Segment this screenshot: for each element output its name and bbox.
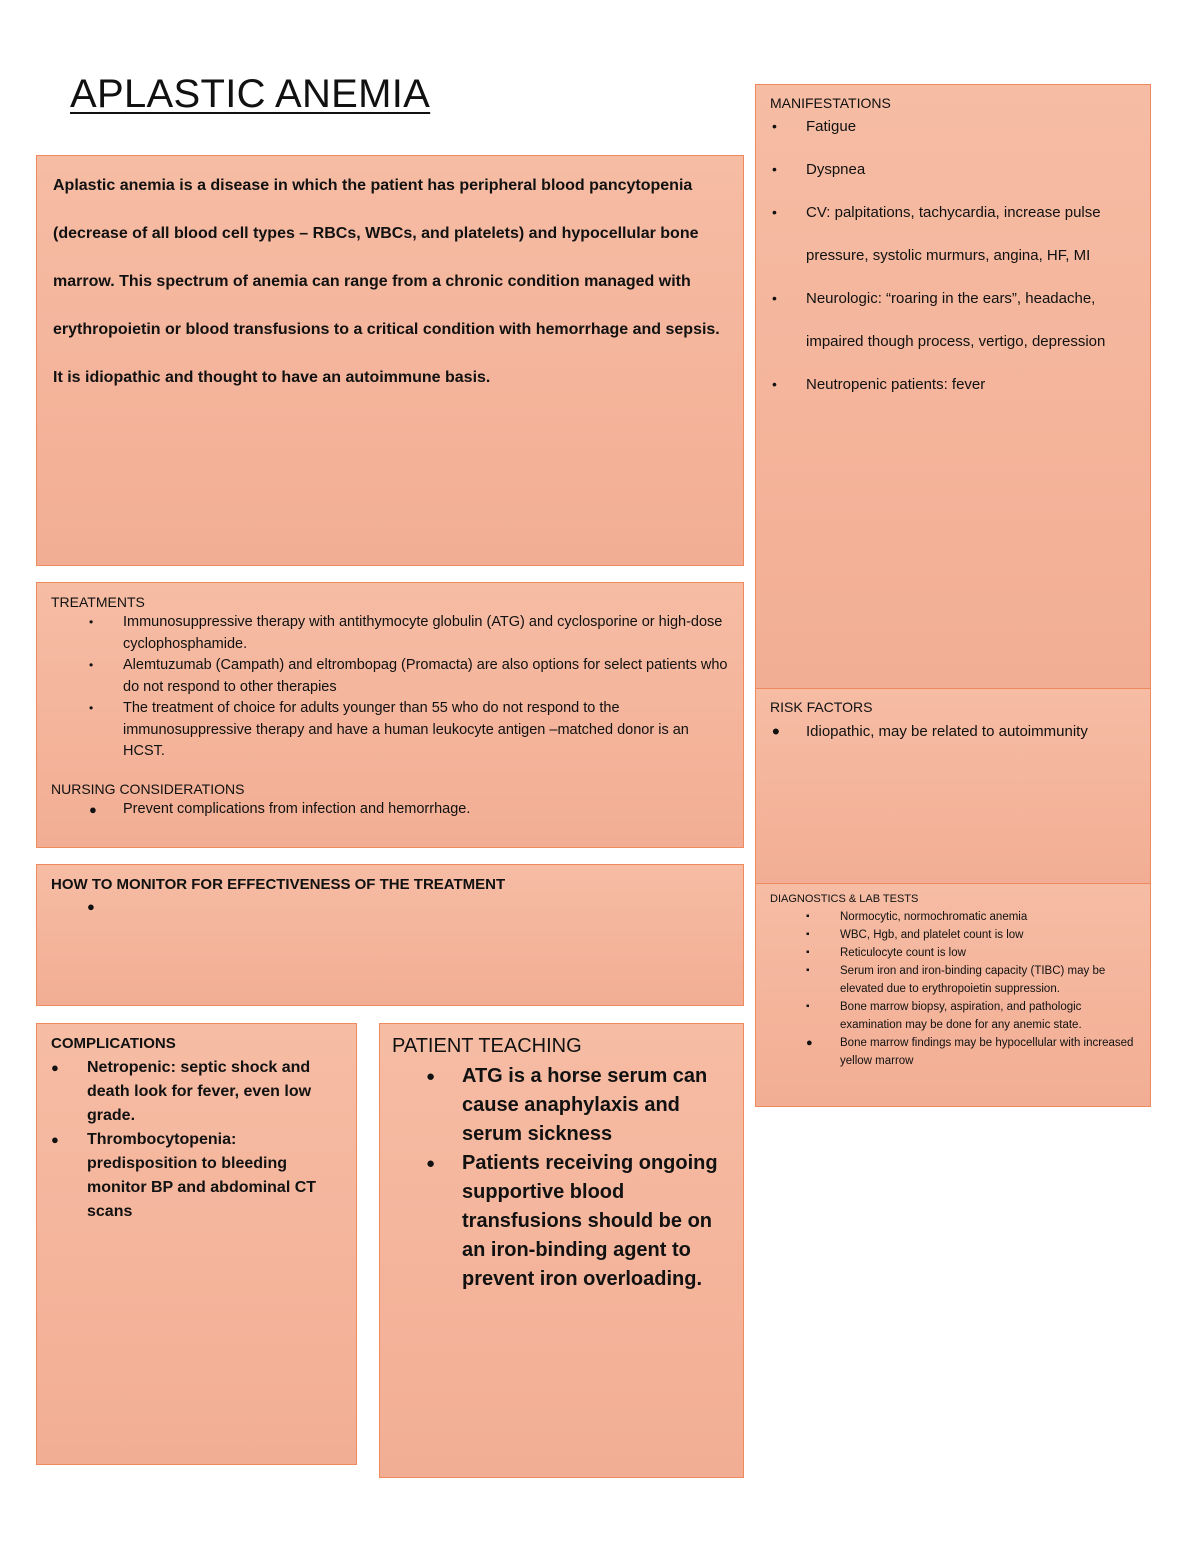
list-item: • Neurologic: “roaring in the ears”, headache, impaired though process, vertigo, depression — [770, 277, 1136, 363]
risk-factors-box — [755, 688, 1151, 884]
list-item: • Neutropenic patients: fever — [770, 363, 1136, 406]
list-item: • CV: palpitations, tachycardia, increase pulse pressure, systolic murmurs, angina, HF, MI — [770, 191, 1136, 277]
complications-list — [51, 1056, 342, 1224]
list-item: • Fatigue — [770, 105, 1136, 148]
nursing-list — [51, 799, 729, 821]
manifestations-list — [770, 105, 1136, 406]
manifestations-label: MANIFESTATIONS — [770, 95, 891, 111]
list-item: ▪ Normocytic, normochromatic anemia — [804, 908, 1136, 926]
monitor-label: HOW TO MONITOR FOR EFFECTIVENESS OF THE TREATMENT — [51, 876, 506, 893]
diagnostics-label: DIAGNOSTICS & LAB TESTS — [770, 893, 919, 905]
list-item: ▪ Bone marrow biopsy, aspiration, and pathologic examination may be done for any anemic state. — [804, 998, 1136, 1034]
diagnostics-list — [770, 908, 1136, 1070]
patient-teaching-list — [392, 1062, 731, 1294]
risk-factors-label: RISK FACTORS — [770, 699, 873, 715]
treatments-box — [36, 582, 744, 848]
intro-text: Aplastic anemia is a disease in which the patient has peripheral blood pancytopenia (decrease of all blood cell types – RBCs, WBCs, and platelets) and hypocellular bone marrow. This spectrum of anemia can range from a chronic condition managed with erythropoietin or blood transfusions to a critical condition with hemorrhage and sepsis. It is idiopathic and thought to have an autoimmune basis. — [53, 177, 720, 386]
list-item: • Dyspnea — [770, 148, 1136, 191]
manifestations-box — [755, 84, 1151, 689]
list-item: ● Thrombocytopenia: predisposition to bleeding monitor BP and abdominal CT scans — [51, 1128, 342, 1224]
list-item: ● ATG is a horse serum can cause anaphylaxis and serum sickness — [392, 1062, 731, 1149]
treatments-list — [51, 612, 729, 763]
list-item: • Idiopathic, may be related to autoimmunity — [770, 721, 1136, 743]
list-item: • The treatment of choice for adults younger than 55 who do not respond to the immunosuppressive therapy and have a human leukocyte antigen –matched donor is an HCST. — [87, 698, 729, 763]
nursing-label: NURSING CONSIDERATIONS — [51, 780, 245, 797]
list-item: ● Prevent complications from infection and hemorrhage. — [87, 799, 729, 821]
patient-teaching-label: PATIENT TEACHING — [392, 1035, 582, 1057]
page-title: APLASTIC ANEMIA — [70, 72, 431, 116]
list-item: • Alemtuzumab (Campath) and eltrombopag (Promacta) are also options for select patients who do not respond to other therapies — [87, 655, 729, 698]
complications-label: COMPLICATIONS — [51, 1035, 176, 1052]
intro-box — [36, 155, 744, 566]
treatments-label: TREATMENTS — [51, 594, 145, 610]
patient-teaching-box — [379, 1023, 744, 1478]
list-item: ● Netropenic: septic shock and death look for fever, even low grade. — [51, 1056, 342, 1128]
monitor-box — [36, 864, 744, 1006]
empty-bullet — [87, 899, 729, 921]
monitor-list — [51, 899, 729, 921]
list-item: ● Bone marrow findings may be hypocellular with increased yellow marrow — [804, 1034, 1136, 1070]
complications-box — [36, 1023, 357, 1465]
list-item: ▪ Serum iron and iron-binding capacity (TIBC) may be elevated due to erythropoietin suppression. — [804, 962, 1136, 998]
list-item: • Immunosuppressive therapy with antithymocyte globulin (ATG) and cyclosporine or high-dose cyclophosphamide. — [87, 612, 729, 655]
risk-factors-list — [770, 721, 1136, 743]
diagnostics-box — [755, 883, 1151, 1107]
list-item: ● Patients receiving ongoing supportive blood transfusions should be on an iron-binding agent to prevent iron overloading. — [392, 1149, 731, 1294]
list-item: ▪ WBC, Hgb, and platelet count is low — [804, 926, 1136, 944]
list-item: ▪ Reticulocyte count is low — [804, 944, 1136, 962]
